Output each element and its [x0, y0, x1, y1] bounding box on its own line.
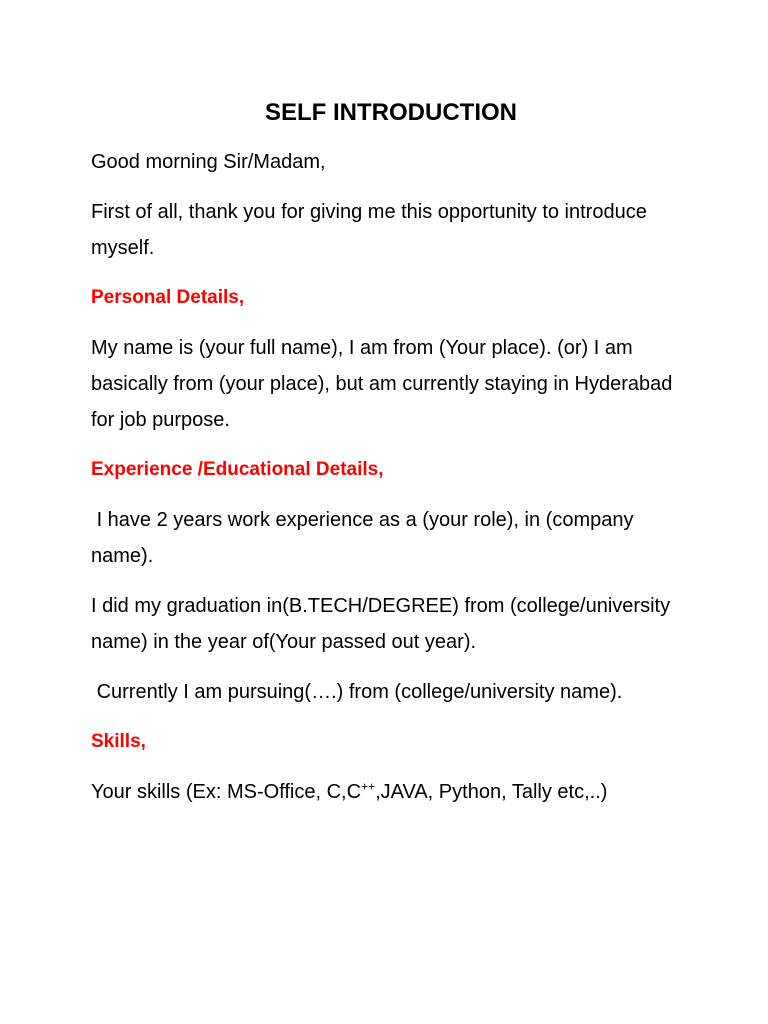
skills-paragraph: [91, 774, 691, 810]
section-heading-skills: Skills,: [91, 731, 146, 752]
document-body: [91, 96, 691, 824]
opening-paragraph: First of all, thank you for giving me this opportunity to introduce myself.: [91, 201, 647, 259]
pursuing-paragraph: Currently I am pursuing(….) from (college/university name).: [91, 681, 623, 703]
section-heading-experience: Experience /Educational Details,: [91, 459, 384, 480]
skills-text-prefix: Your skills (Ex: MS-Office, C,C: [91, 781, 362, 803]
personal-details-paragraph: My name is (your full name), I am from (Your place). (or) I am basically from (your place), but am currently staying in Hyderabad for job purpose.: [91, 337, 673, 431]
document-title: SELF INTRODUCTION: [265, 99, 517, 126]
section-heading-personal: Personal Details,: [91, 287, 245, 308]
experience-paragraph: I have 2 years work experience as a (your role), in (company name).: [91, 509, 640, 567]
greeting: Good morning Sir/Madam,: [91, 151, 326, 173]
skills-superscript: ++: [361, 779, 376, 794]
skills-text-suffix: ,JAVA, Python, Tally etc,..): [375, 781, 608, 803]
graduation-paragraph: I did my graduation in(B.TECH/DEGREE) from (college/university name) in the year of(Your passed out year).: [91, 595, 671, 653]
